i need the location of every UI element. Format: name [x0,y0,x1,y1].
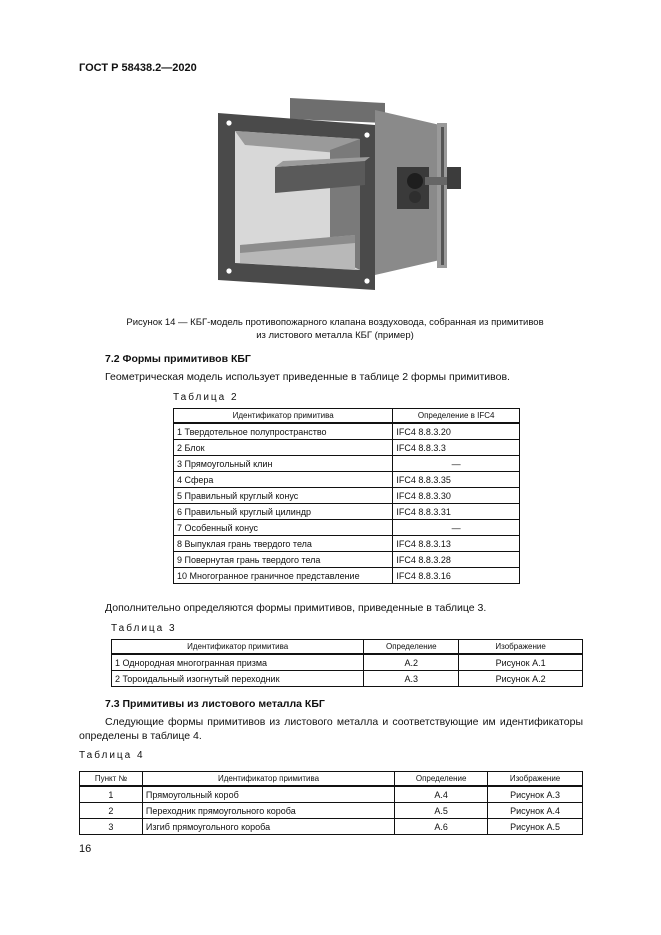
table-cell: 7 Особенный конус [174,520,393,536]
table-row [174,504,520,520]
table-cell: А.6 [395,819,488,835]
table-2-caption: Таблица 2 [173,392,239,403]
table-4-header-item: Пункт № [80,772,143,787]
section-7-2-heading: 7.2 Формы примитивов КБГ [105,353,251,365]
section-7-3-intro-line-2: определены в таблице 4. [79,730,202,742]
table-row [112,654,583,671]
table-row [112,671,583,687]
table-2 [173,408,520,584]
table-cell: 1 Твердотельное полупространство [174,423,393,440]
table-cell: Изгиб прямоугольного короба [142,819,394,835]
standard-header: ГОСТ Р 58438.2—2020 [79,62,197,74]
table-cell: IFC4 8.8.3.16 [393,568,520,584]
table-row [174,472,520,488]
table-cell: 3 [80,819,143,835]
table-row [174,488,520,504]
table-row [80,819,583,835]
table-3-header-image: Изображение [459,640,583,655]
table-row [174,520,520,536]
table-cell: А.3 [364,671,459,687]
figure-caption [100,316,570,342]
table-2-header-definition: Определение в IFC4 [393,409,520,424]
table-row [174,568,520,584]
table-cell: IFC4 8.8.3.31 [393,504,520,520]
table-cell: 8 Выпуклая грань твердого тела [174,536,393,552]
table-cell: IFC4 8.8.3.20 [393,423,520,440]
caption-line-2: из листового металла КБГ (пример) [256,330,414,341]
table-3-header-definition: Определение [364,640,459,655]
damper-illustration [215,95,475,300]
table-4-caption: Таблица 4 [79,750,145,761]
table-cell: А.2 [364,654,459,671]
page-number: 16 [79,843,92,855]
table-4-header-image: Изображение [488,772,583,787]
table-row [174,456,520,472]
table-cell: Рисунок А.1 [459,654,583,671]
table-cell: 5 Правильный круглый конус [174,488,393,504]
table-cell: Рисунок А.4 [488,803,583,819]
table-row [80,786,583,803]
table-row [174,440,520,456]
table-cell: 1 Однородная многогранная призма [112,654,364,671]
table-cell: IFC4 8.8.3.30 [393,488,520,504]
section-7-2-intro: Геометрическая модель использует приведенные в таблице 2 формы примитивов. [105,371,510,383]
table-cell: 3 Прямоугольный клин [174,456,393,472]
table-cell: 6 Правильный круглый цилиндр [174,504,393,520]
table-cell: Прямоугольный короб [142,786,394,803]
table-row [174,536,520,552]
table-3-caption: Таблица 3 [111,623,177,634]
extra-forms-text: Дополнительно определяются формы примитивов, приведенные в таблице 3. [105,602,487,614]
table-cell: Переходник прямоугольного короба [142,803,394,819]
table-cell: IFC4 8.8.3.13 [393,536,520,552]
table-cell: Рисунок А.2 [459,671,583,687]
table-cell: А.4 [395,786,488,803]
table-3-header-identifier: Идентификатор примитива [112,640,364,655]
table-cell: А.5 [395,803,488,819]
table-cell: — [393,520,520,536]
section-7-3-heading: 7.3 Примитивы из листового металла КБГ [105,698,325,710]
table-cell: Рисунок А.5 [488,819,583,835]
table-cell: IFC4 8.8.3.35 [393,472,520,488]
caption-line-1: Рисунок 14 — КБГ-модель противопожарного клапана воздуховода, собранная из примитивов [126,317,544,328]
table-cell: — [393,456,520,472]
table-cell: 2 Блок [174,440,393,456]
table-cell: IFC4 8.8.3.28 [393,552,520,568]
table-cell: 1 [80,786,143,803]
table-cell: 10 Многогранное граничное представление [174,568,393,584]
table-cell: IFC4 8.8.3.3 [393,440,520,456]
table-cell: 2 Тороидальный изогнутый переходник [112,671,364,687]
table-3 [111,639,583,687]
damper-figure [215,95,475,300]
table-row [174,552,520,568]
table-4-header-definition: Определение [395,772,488,787]
table-row [80,803,583,819]
table-cell: Рисунок А.3 [488,786,583,803]
table-cell: 2 [80,803,143,819]
table-4-header-identifier: Идентификатор примитива [142,772,394,787]
table-2-header-identifier: Идентификатор примитива [174,409,393,424]
section-7-3-intro [79,715,583,743]
section-7-3-intro-line-1: Следующие формы примитивов из листового металла и соответствующие им идентификаторы [105,716,583,728]
table-row [174,423,520,440]
table-cell: 9 Повернутая грань твердого тела [174,552,393,568]
table-4 [79,771,583,835]
table-cell: 4 Сфера [174,472,393,488]
